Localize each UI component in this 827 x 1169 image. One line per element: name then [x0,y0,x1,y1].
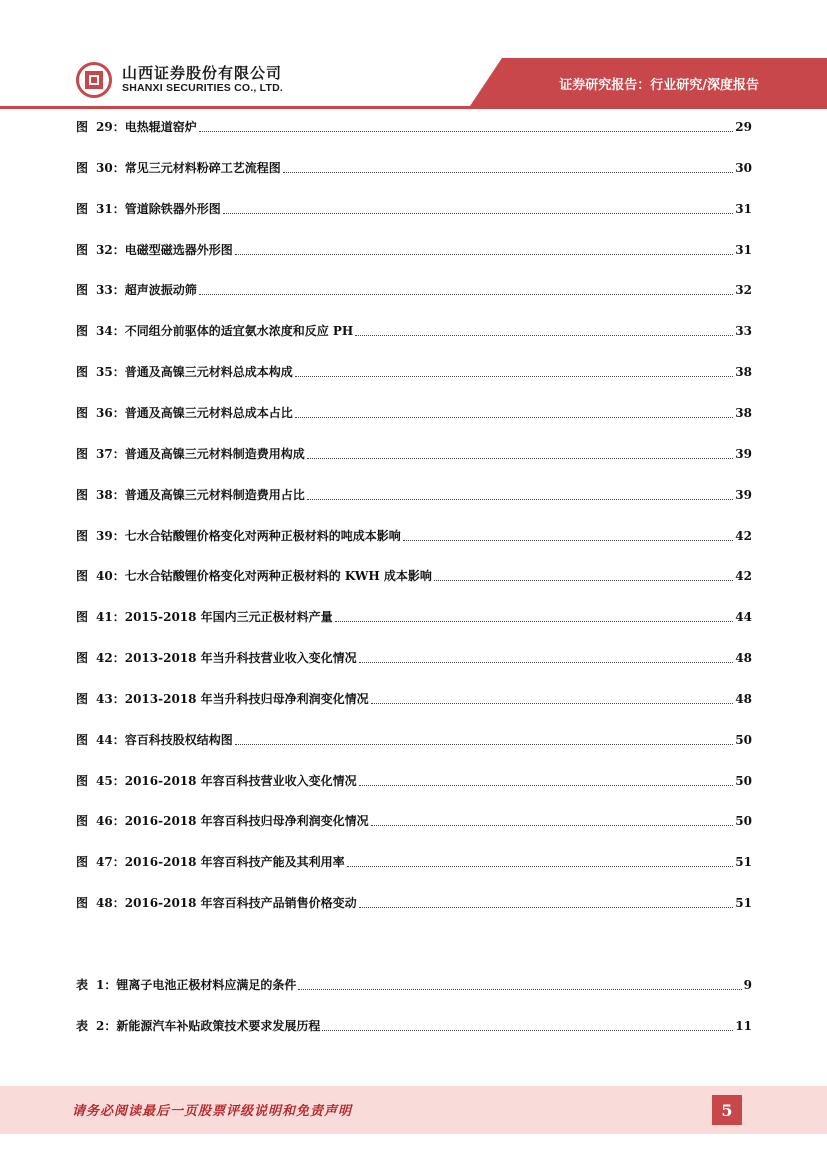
dot-leader [359,662,734,663]
entry-title: 普通及高镍三元材料总成本构成 [124,365,293,379]
entry-page-number: 29 [735,120,752,134]
entry-title: 2016-2018 年容百科技产品销售价格变动 [124,896,357,910]
entry-prefix: 图 [76,774,89,788]
entry-page-number: 31 [735,202,752,216]
entry-prefix: 图 [76,610,89,624]
entry-page-number: 42 [735,569,752,583]
entry-page-number: 51 [735,855,752,869]
entry-title: 2016-2018 年容百科技产能及其利用率 [124,855,345,869]
page-footer [0,1086,827,1134]
entry-number: 45： [96,774,125,788]
figure-toc-entry[interactable] [76,690,752,708]
entry-number: 40： [96,569,125,583]
entry-prefix: 图 [76,488,89,502]
dot-leader [199,294,734,295]
entry-prefix: 图 [76,161,89,175]
entry-prefix: 图 [76,814,89,828]
entry-number: 42： [96,651,125,665]
figure-toc-entry[interactable] [76,812,752,830]
entry-page-number: 11 [735,1019,752,1033]
figure-toc-entry[interactable] [76,608,752,626]
entry-page-number: 44 [735,610,752,624]
entry-prefix: 图 [76,855,89,869]
entry-title: 电热辊道窑炉 [124,120,197,134]
entry-page-number: 31 [735,243,752,257]
figure-toc-entry[interactable] [76,241,752,259]
entry-prefix: 图 [76,243,89,257]
entry-number: 36： [96,406,125,420]
entry-page-number: 39 [735,447,752,461]
dot-leader [371,703,734,704]
entry-title: 普通及高镍三元材料制造费用构成 [124,447,305,461]
figure-toc-entry[interactable] [76,527,752,545]
figure-toc-entry[interactable] [76,567,752,585]
entry-page-number: 9 [743,978,752,992]
dot-leader [283,172,734,173]
figure-toc-entry[interactable] [76,894,752,912]
disclaimer-text: 请务必阅读最后一页股票评级说明和免责声明 [72,1104,353,1119]
company-logo-icon [76,62,112,98]
header-divider [0,106,827,109]
dot-leader [434,580,733,581]
entry-number: 38： [96,488,125,502]
dot-leader [371,825,734,826]
dot-leader [355,335,733,336]
dot-leader [223,213,734,214]
entry-title: 管道除铁器外形图 [124,202,221,216]
entry-page-number: 50 [735,733,752,747]
entry-number: 43： [96,692,125,706]
entry-title: 七水合钴酸锂价格变化对两种正极材料的吨成本影响 [124,529,401,543]
entry-page-number: 51 [735,896,752,910]
report-type-label: 证券研究报告：行业研究/深度报告 [559,78,759,93]
entry-number: 1： [96,978,117,992]
entry-number: 29： [96,120,125,134]
figure-toc-entry[interactable] [76,118,752,136]
entry-title: 不同组分前驱体的适宜氨水浓度和反应 PH [124,324,354,338]
entry-number: 2： [96,1019,117,1033]
figure-toc-entry[interactable] [76,649,752,667]
dot-leader [295,417,734,418]
entry-prefix: 图 [76,569,89,583]
figure-toc-entry[interactable] [76,322,752,340]
dot-leader [199,131,734,132]
dot-leader [322,1030,733,1031]
entry-number: 44： [96,733,125,747]
entry-title: 七水合钴酸锂价格变化对两种正极材料的 KWH 成本影响 [124,569,432,583]
entry-title: 容百科技股权结构图 [124,733,233,747]
entry-prefix: 图 [76,120,89,134]
figure-toc-entry[interactable] [76,853,752,871]
entry-prefix: 图 [76,692,89,706]
entry-prefix: 图 [76,365,89,379]
dot-leader [307,499,734,500]
company-name-cn: 山西证券股份有限公司 [122,64,283,82]
entry-page-number: 33 [735,324,752,338]
entry-prefix: 表 [76,1019,89,1033]
entry-number: 48： [96,896,125,910]
figure-toc-entry[interactable] [76,159,752,177]
entry-page-number: 48 [735,651,752,665]
entry-number: 41： [96,610,125,624]
entry-number: 39： [96,529,125,543]
figure-toc-entry[interactable] [76,731,752,749]
dot-leader [359,785,734,786]
entry-number: 33： [96,283,125,297]
entry-number: 34： [96,324,125,338]
dot-leader [403,540,734,541]
figure-toc-entry[interactable] [76,445,752,463]
entry-prefix: 图 [76,651,89,665]
entry-prefix: 图 [76,202,89,216]
figure-toc-entry[interactable] [76,404,752,422]
entry-prefix: 图 [76,324,89,338]
page-number-badge: 5 [712,1095,742,1125]
figure-toc-entry[interactable] [76,486,752,504]
entry-title: 2013-2018 年当升科技归母净利润变化情况 [124,692,369,706]
entry-title: 电磁型磁选器外形图 [124,243,233,257]
entry-page-number: 38 [735,365,752,379]
entry-number: 35： [96,365,125,379]
entry-number: 47： [96,855,125,869]
entry-title: 普通及高镍三元材料制造费用占比 [124,488,305,502]
entry-title: 2015-2018 年国内三元正极材料产量 [124,610,333,624]
entry-page-number: 30 [735,161,752,175]
dot-leader [335,621,734,622]
table-toc-entry[interactable] [76,976,752,994]
entry-title: 常见三元材料粉碎工艺流程图 [124,161,281,175]
company-name-en: SHANXI SECURITIES CO., LTD. [122,82,283,94]
page-header [0,0,827,110]
table-toc-entry[interactable] [76,1017,752,1035]
dot-leader [347,866,734,867]
entry-number: 46： [96,814,125,828]
figure-toc-entry[interactable] [76,363,752,381]
entry-prefix: 表 [76,978,89,992]
entry-title: 新能源汽车补贴政策技术要求发展历程 [116,1019,321,1033]
entry-title: 2013-2018 年当升科技营业收入变化情况 [124,651,357,665]
entry-page-number: 50 [735,814,752,828]
entry-number: 32： [96,243,125,257]
entry-title: 锂离子电池正极材料应满足的条件 [116,978,297,992]
entry-page-number: 39 [735,488,752,502]
entry-prefix: 图 [76,406,89,420]
entry-title: 2016-2018 年容百科技营业收入变化情况 [124,774,357,788]
dot-leader [298,989,741,990]
entry-page-number: 48 [735,692,752,706]
dot-leader [235,744,734,745]
dot-leader [295,376,734,377]
entry-number: 37： [96,447,125,461]
entry-number: 30： [96,161,125,175]
entry-number: 31： [96,202,125,216]
figure-toc-entry[interactable] [76,200,752,218]
entry-page-number: 42 [735,529,752,543]
entry-prefix: 图 [76,447,89,461]
entry-page-number: 38 [735,406,752,420]
entry-page-number: 32 [735,283,752,297]
entry-prefix: 图 [76,733,89,747]
entry-prefix: 图 [76,896,89,910]
dot-leader [307,458,734,459]
dot-leader [359,907,734,908]
entry-title: 普通及高镍三元材料总成本占比 [124,406,293,420]
entry-prefix: 图 [76,529,89,543]
entry-page-number: 50 [735,774,752,788]
dot-leader [235,254,734,255]
figure-toc-entry[interactable] [76,281,752,299]
entry-title: 超声波振动筛 [124,283,197,297]
entry-title: 2016-2018 年容百科技归母净利润变化情况 [124,814,369,828]
entry-prefix: 图 [76,283,89,297]
figure-toc-entry[interactable] [76,772,752,790]
